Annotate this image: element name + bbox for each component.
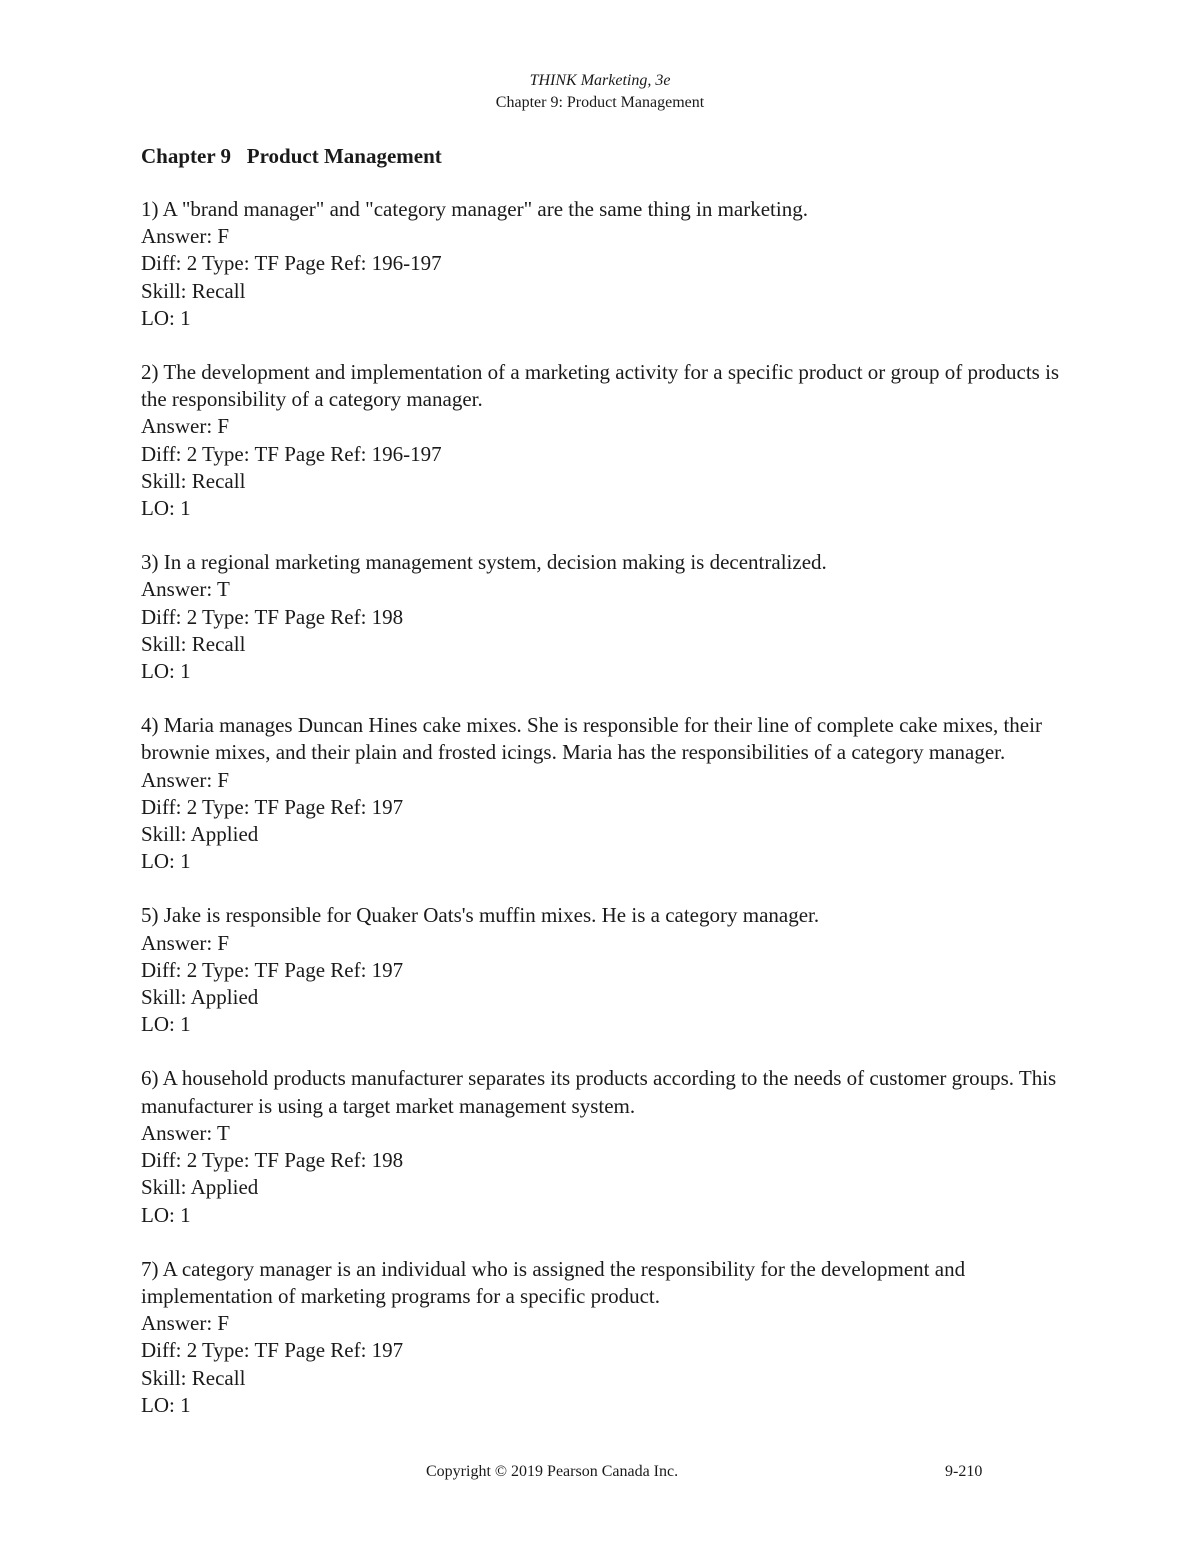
question-item — [141, 359, 1071, 522]
question-lo: LO: 1 — [141, 659, 191, 684]
question-answer: Answer: F — [141, 930, 230, 955]
question-item — [141, 902, 1071, 1038]
question-meta: Diff: 2 Type: TF Page Ref: 197 — [141, 794, 404, 819]
question-text: 3) In a regional marketing management system, decision making is decentralized. — [141, 550, 827, 575]
book-title: THINK Marketing, 3e — [529, 72, 671, 89]
question-item — [141, 549, 1071, 685]
question-answer: Answer: F — [141, 414, 230, 439]
question-text: 2) The development and implementation of a marketing activity for a specific product or group of products is the responsibility of a category manager. — [141, 360, 1060, 412]
question-lo: LO: 1 — [141, 305, 191, 330]
question-lo: LO: 1 — [141, 1392, 191, 1417]
question-answer: Answer: F — [141, 1311, 230, 1336]
question-text: 1) A "brand manager" and "category manager" are the same thing in marketing. — [141, 197, 808, 221]
question-item — [141, 1065, 1071, 1228]
question-meta: Diff: 2 Type: TF Page Ref: 197 — [141, 957, 404, 982]
question-item — [141, 1256, 1071, 1419]
question-skill: Skill: Recall — [141, 278, 246, 303]
copyright-notice: Copyright © 2019 Pearson Canada Inc. — [426, 1463, 679, 1480]
question-text: 4) Maria manages Duncan Hines cake mixes. She is responsible for their line of complete cake mixes, their brownie mixes, and their plain and frosted icings. Maria has the responsibilities of a category manager. — [141, 713, 1042, 765]
chapter-subtitle: Chapter 9: Product Management — [495, 94, 705, 111]
chapter-heading: Chapter 9 Product Management — [141, 144, 442, 168]
question-answer: Answer: T — [141, 1120, 230, 1145]
question-meta: Diff: 2 Type: TF Page Ref: 198 — [141, 1148, 404, 1173]
question-meta: Diff: 2 Type: TF Page Ref: 196-197 — [141, 251, 442, 276]
question-meta: Diff: 2 Type: TF Page Ref: 196-197 — [141, 441, 442, 466]
question-answer: Answer: T — [141, 577, 230, 602]
question-skill: Skill: Recall — [141, 631, 246, 656]
page-header — [0, 70, 1200, 114]
question-answer: Answer: F — [141, 224, 230, 249]
question-lo: LO: 1 — [141, 849, 191, 874]
question-lo: LO: 1 — [141, 496, 191, 521]
question-text: 6) A household products manufacturer separates its products according to the needs of customer groups. This manufacturer is using a target market management system. — [141, 1066, 1057, 1118]
page-number: 9-210 — [945, 1463, 983, 1480]
question-text: 7) A category manager is an individual who is assigned the responsibility for the development and implementation of marketing programs for a specific product. — [141, 1256, 966, 1308]
question-meta: Diff: 2 Type: TF Page Ref: 198 — [141, 604, 404, 629]
question-meta: Diff: 2 Type: TF Page Ref: 197 — [141, 1338, 404, 1363]
question-item — [141, 196, 1071, 332]
question-text: 5) Jake is responsible for Quaker Oats's muffin mixes. He is a category manager. — [141, 903, 820, 928]
question-lo: LO: 1 — [141, 1012, 191, 1037]
question-skill: Skill: Recall — [141, 1365, 246, 1390]
question-skill: Skill: Recall — [141, 468, 246, 493]
question-skill: Skill: Applied — [141, 985, 259, 1010]
question-lo: LO: 1 — [141, 1202, 191, 1227]
question-skill: Skill: Applied — [141, 1175, 259, 1200]
question-skill: Skill: Applied — [141, 822, 259, 847]
question-answer: Answer: F — [141, 767, 230, 792]
question-item — [141, 712, 1071, 875]
document-body — [141, 140, 1071, 1446]
